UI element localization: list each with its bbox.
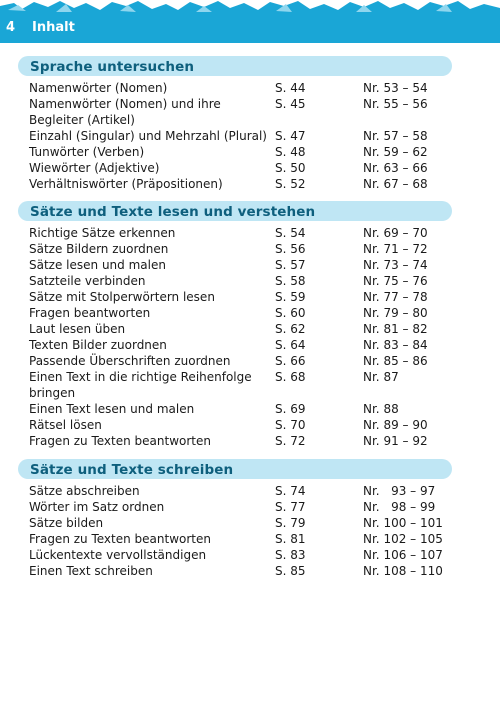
- toc-page: S. 59: [275, 290, 306, 304]
- toc-topic: Verhältniswörter (Präpositionen): [29, 177, 223, 191]
- top-decoration: [0, 0, 500, 16]
- toc-topic: Wiewörter (Adjektive): [29, 161, 160, 175]
- toc-nr: Nr. 87: [363, 370, 399, 384]
- toc-topic: Wörter im Satz ordnen: [29, 500, 165, 514]
- toc-topic: Fragen zu Texten beantworten: [29, 532, 211, 546]
- toc-row[interactable]: [18, 176, 452, 192]
- toc-topic: Richtige Sätze erkennen: [29, 226, 176, 240]
- toc-topic: Satzteile verbinden: [29, 274, 146, 288]
- toc-nr: Nr. 108 – 110: [363, 564, 443, 578]
- toc-nr: Nr. 55 – 56: [363, 97, 428, 111]
- toc-page: S. 60: [275, 306, 306, 320]
- toc-topic: Tunwörter (Verben): [29, 145, 145, 159]
- toc-row[interactable]: [18, 273, 452, 289]
- toc-row[interactable]: [18, 96, 452, 128]
- toc-topic: Namenwörter (Nomen) und ihre Begleiter (Artikel): [29, 97, 221, 127]
- toc-nr: Nr. 69 – 70: [363, 226, 428, 240]
- toc-row[interactable]: [18, 241, 452, 257]
- toc-topic: Passende Überschriften zuordnen: [29, 354, 231, 368]
- toc-row[interactable]: [18, 337, 452, 353]
- toc-nr: Nr. 91 – 92: [363, 434, 428, 448]
- toc-page: S. 85: [275, 564, 306, 578]
- toc-nr: Nr. 63 – 66: [363, 161, 428, 175]
- toc-row[interactable]: [18, 80, 452, 96]
- toc-topic: Lückentexte vervollständigen: [29, 548, 207, 562]
- section-saetze-texte-schreiben: [18, 459, 452, 579]
- toc-row[interactable]: [18, 321, 452, 337]
- toc-page: S. 83: [275, 548, 306, 562]
- toc-nr: Nr. 102 – 105: [363, 532, 443, 546]
- toc-row[interactable]: [18, 128, 452, 144]
- toc-row[interactable]: [18, 257, 452, 273]
- toc-row[interactable]: [18, 289, 452, 305]
- toc-page: S. 62: [275, 322, 306, 336]
- toc-page: S. 50: [275, 161, 306, 175]
- toc-nr: Nr. 59 – 62: [363, 145, 428, 159]
- toc-page: S. 52: [275, 177, 306, 191]
- toc-page: S. 66: [275, 354, 306, 368]
- toc-nr: Nr. 93 – 97: [363, 484, 436, 498]
- toc-topic: Fragen beantworten: [29, 306, 151, 320]
- toc-nr: Nr. 57 – 58: [363, 129, 428, 143]
- toc-page: S. 69: [275, 402, 306, 416]
- section-sprache-untersuchen: [18, 56, 452, 192]
- section-title: Sätze und Texte schreiben: [30, 462, 234, 478]
- toc-page: S. 44: [275, 81, 306, 95]
- toc-row[interactable]: [18, 353, 452, 369]
- toc-row[interactable]: [18, 515, 452, 531]
- toc-page: S. 54: [275, 226, 306, 240]
- toc-page: S. 64: [275, 338, 306, 352]
- toc-page: S. 77: [275, 500, 306, 514]
- section-saetze-texte-lesen: [18, 201, 452, 449]
- toc-nr: Nr. 106 – 107: [363, 548, 443, 562]
- toc-page: S. 81: [275, 532, 306, 546]
- section-title: Sprache untersuchen: [30, 59, 195, 75]
- toc-nr: Nr. 67 – 68: [363, 177, 428, 191]
- toc-nr: Nr. 81 – 82: [363, 322, 428, 336]
- toc-topic: Sätze lesen und malen: [29, 258, 166, 272]
- toc-row[interactable]: [18, 401, 452, 417]
- toc-topic: Rätsel lösen: [29, 418, 102, 432]
- toc-nr: Nr. 83 – 84: [363, 338, 428, 352]
- toc-page: S. 58: [275, 274, 306, 288]
- toc-page: S. 68: [275, 370, 306, 384]
- toc-row[interactable]: [18, 305, 452, 321]
- page-title: Inhalt: [32, 20, 75, 35]
- toc-topic: Laut lesen üben: [29, 322, 126, 336]
- header-bar: [0, 16, 500, 43]
- toc-row[interactable]: [18, 531, 452, 547]
- page-number: 4: [6, 20, 16, 35]
- toc-page: S. 74: [275, 484, 306, 498]
- section-header: [18, 201, 452, 221]
- toc-topic: Einen Text in die richtige Reihenfolge bringen: [29, 370, 252, 400]
- toc-nr: Nr. 75 – 76: [363, 274, 428, 288]
- toc-row[interactable]: [18, 144, 452, 160]
- toc-row[interactable]: [18, 160, 452, 176]
- toc-nr: Nr. 85 – 86: [363, 354, 428, 368]
- toc-page: S. 47: [275, 129, 306, 143]
- toc-topic: Einzahl (Singular) und Mehrzahl (Plural): [29, 129, 267, 143]
- toc-row[interactable]: [18, 417, 452, 433]
- toc-topic: Einen Text lesen und malen: [29, 402, 195, 416]
- toc-topic: Sätze abschreiben: [29, 484, 140, 498]
- toc-nr: Nr. 73 – 74: [363, 258, 428, 272]
- toc-topic: Einen Text schreiben: [29, 564, 153, 578]
- toc-nr: Nr. 88: [363, 402, 399, 416]
- toc-row[interactable]: [18, 547, 452, 563]
- toc-topic: Sätze Bildern zuordnen: [29, 242, 169, 256]
- toc-topic: Namenwörter (Nomen): [29, 81, 168, 95]
- section-header: [18, 459, 452, 479]
- toc-page: S. 56: [275, 242, 306, 256]
- toc-page: S. 57: [275, 258, 306, 272]
- toc-row[interactable]: [18, 225, 452, 241]
- toc-row[interactable]: [18, 369, 452, 401]
- toc-row[interactable]: [18, 433, 452, 449]
- toc-topic: Fragen zu Texten beantworten: [29, 434, 211, 448]
- section-title: Sätze und Texte lesen und verstehen: [30, 204, 316, 220]
- toc-nr: Nr. 71 – 72: [363, 242, 428, 256]
- toc-page: S. 70: [275, 418, 306, 432]
- toc-nr: Nr. 77 – 78: [363, 290, 428, 304]
- toc-page: S. 79: [275, 516, 306, 530]
- toc-nr: Nr. 100 – 101: [363, 516, 443, 530]
- toc-row[interactable]: [18, 499, 452, 515]
- toc-row[interactable]: [18, 563, 452, 579]
- toc-nr: Nr. 79 – 80: [363, 306, 428, 320]
- toc-topic: Texten Bilder zuordnen: [29, 338, 167, 352]
- toc-topic: Sätze mit Stolperwörtern lesen: [29, 290, 215, 304]
- toc-nr: Nr. 98 – 99: [363, 500, 436, 514]
- toc-nr: Nr. 53 – 54: [363, 81, 428, 95]
- toc-nr: Nr. 89 – 90: [363, 418, 428, 432]
- toc-topic: Sätze bilden: [29, 516, 104, 530]
- toc-page: S. 45: [275, 97, 306, 111]
- section-header: [18, 56, 452, 76]
- toc-page: S. 72: [275, 434, 306, 448]
- toc-row[interactable]: [18, 483, 452, 499]
- toc-page: S. 48: [275, 145, 306, 159]
